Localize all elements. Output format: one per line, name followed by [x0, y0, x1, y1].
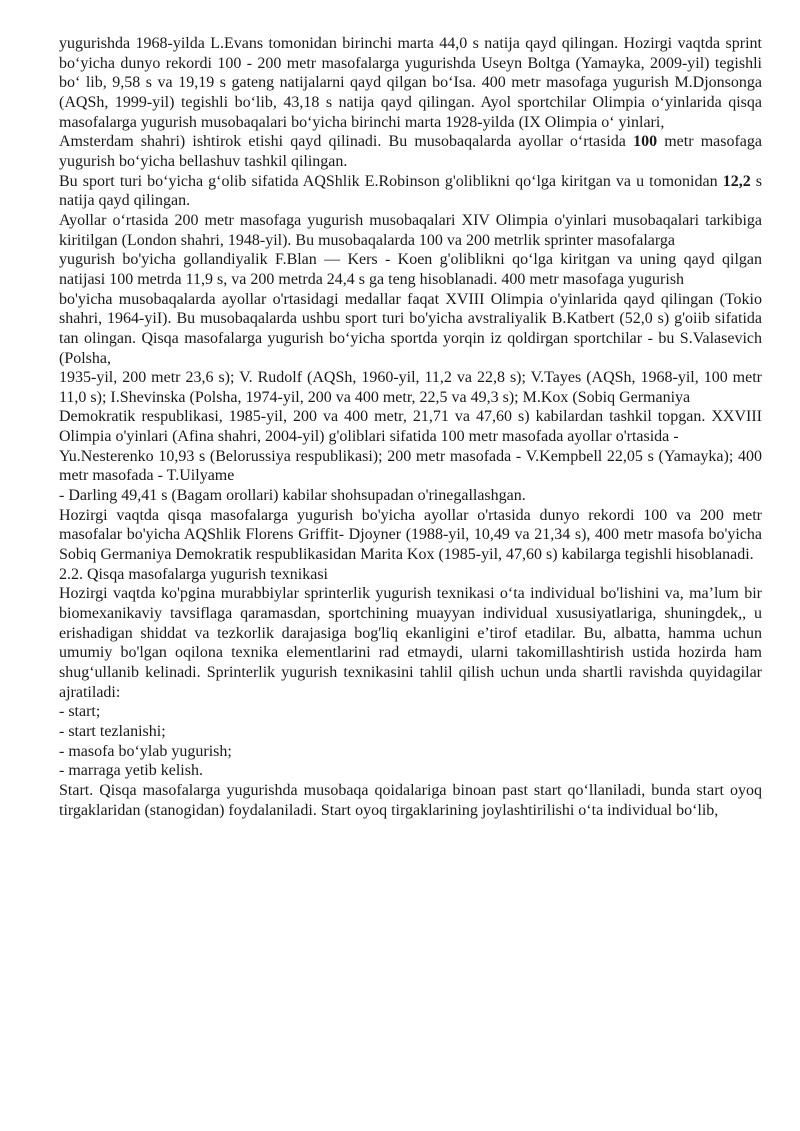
text-segment: Demokratik respublikasi, 1985-yil, 200 va 400 metr, 21,71 va 47,60 s) kabilardan tashkil topgan. XXVIII Olimpia o'yinlari (Afina shahri, 2004-yil) g'oliblari sifatida 100 metr masofada ayollar o'rtasida -: [59, 408, 762, 446]
bold-number: 100: [633, 133, 658, 151]
paragraph-darling: [59, 486, 762, 506]
text-segment: - Darling 49,41 s (Bagam orollari) kabilar shohsupadan o'rinegallashgan.: [59, 487, 526, 505]
text-segment: 2.2. Qisqa masofalarga yugurish texnikasi: [59, 565, 328, 583]
text-segment: Ayollar o‘rtasida 200 metr masofaga yugurish musobaqalari XIV Olimpia o'yinlari musobaqalari tarkibiga kiritilgan (London shahri, 1948-yil). Bu musobaqalarda 100 va 200 metrlik sprinter masofalarga: [59, 211, 762, 249]
list-item: [59, 761, 762, 781]
section-heading: [59, 565, 762, 585]
text-segment: s natija qayd qilingan.: [59, 172, 762, 210]
paragraph-sprint-records: [59, 34, 762, 132]
bold-number: 12,2: [722, 172, 751, 190]
text-segment: Hozirgi vaqtda qisqa masofalarga yugurish bo'yicha ayollar o'rtasida dunyo rekordi 100 va 200 metr masofalar bo'yicha AQShlik Florens Griffit- Djoyner (1988-yil, 10,49 va 21,34 s), 400 metr masofa bo'yicha Sobiq Germaniya Demokratik respublikasidan Marita Kox (1985-yil, 47,60 s) kabilarga tegishli hisoblanadi.: [59, 506, 762, 564]
paragraph-technique: [59, 584, 762, 702]
paragraph-athens: [59, 407, 762, 446]
list-item: [59, 702, 762, 722]
paragraph-200m-women: [59, 211, 762, 250]
text-segment: - masofa bo‘ylab yugurish;: [59, 742, 232, 760]
text-segment: - start tezlanishi;: [59, 722, 166, 740]
text-segment: metr masofaga yugurish bo‘yicha bellashuv tashkil qilingan.: [59, 133, 762, 170]
text-segment: - marraga yetib kelish.: [59, 762, 203, 780]
paragraph-athletes-list: [59, 368, 762, 407]
text-segment: Start. Qisqa masofalarga yugurishda musobaqa qoidalariga binoan past start qo‘llaniladi, bunda start oyoq tirgaklaridan (stanogidan) foydalaniladi. Start oyoq tirgaklarining joylashtirilishi o‘ta individual bo‘lib,: [59, 781, 762, 819]
paragraph-amsterdam: [59, 132, 762, 171]
text-segment: 1935-yil, 200 metr 23,6 s); V. Rudolf (AQSh, 1960-yil, 11,2 va 22,8 s); V.Tayes (AQSh, 1968-yil, 100 metr 11,0 s); I.Shevinska (Polsha, 1974-yil, 200 va 400 metr, 22,5 va 49,3 s); M.Kox (Sobiq Germaniya: [59, 369, 762, 406]
paragraph-blankers-koen: [59, 250, 762, 289]
text-segment: Hozirgi vaqtda ko'pgina murabbiylar sprinterlik yugurish texnikasi o‘ta individual bo'lishini va, ma’lum bir biomexanikaviy tavsiflaga qaramasdan, sportchining muayyan individual xususiyatlariga, shuningdek,, u erishadigan shiddat va tezkorlik darajasiga bog'liq ekanligini e’tirof etadilar. Bu, albatta, hamma uchun umumiy bo'lgan oqilona texnika elementlarini rad etmaydi, ularni takomillashtirish ustida hozirda ham shug‘ullanib kelinadi. Sprinterlik yugurish texnikasini tahlil qilish uchun unda shartli ravishda quyidagilar ajratiladi:: [59, 585, 762, 701]
paragraph-start: [59, 781, 762, 820]
paragraph-400m-women: [59, 290, 762, 369]
paragraph-robinson: [59, 172, 762, 211]
list-item: [59, 742, 762, 762]
text-segment: Amsterdam shahri) ishtirok etishi qayd qilinadi. Bu musobaqalarda ayollar o‘rtasida: [59, 133, 634, 151]
text-segment: bo'yicha musobaqalarda ayollar o'rtasidagi medallar faqat XVIII Olimpia o'yinlarida qayd qilingan (Tokio shahri, 1964-yiI). Bu musobaqalarda ushbu sport turi bo'yicha avstraliyalik B.Katbert (52,0 s) g'oiib sifatida tan olingan. Qisqa masofalarga yugurish bo‘yicha sportda yorqin iz qoldirgan sportchilar - bu S.Valasevich (Polsha,: [59, 290, 762, 367]
text-segment: - start;: [59, 703, 101, 721]
paragraph-world-records-women: [59, 506, 762, 565]
list-item: [59, 722, 762, 742]
text-segment: yugurish bo'yicha gollandiyalik F.Blan — Kers - Koen g'oliblikni qo‘lga kiritgan va uning qayd qilgan natijasi 100 metrda 11,9 s, va 200 metrda 24,4 s ga teng hisoblanadi. 400 metr masofaga yugurish: [59, 251, 762, 288]
document-page: [59, 34, 762, 820]
text-segment: Yu.Nesterenko 10,93 s (Belorussiya respublikasi); 200 metr masofada - V.Kempbell 22,05 s (Yamayka); 400 metr masofada - T.Uilyame: [59, 447, 762, 485]
text-segment: yugurishda 1968-yilda L.Evans tomonidan birinchi marta 44,0 s natija qayd qilingan. Hozirgi vaqtda sprint bo‘yicha dunyo rekordi 100 - 200 metr masofalarga yugurishda Useyn Boltga (Yamayka, 2009-yil) tegishli bo‘ lib, 9,58 s va 19,19 s gateng natijalarni qayd qilgan bo‘Isa. 400 metr masofaga yugurish M.Djonsonga (AQSh, 1999-yil) tegishli bo‘lib, 43,18 s natija qayd qilingan. Ayol sportchilar Olimpia o‘yinlarida qisqa masofalarga yugurish musobaqalari bo‘yicha birinchi marta 1928-yilda (IX Olimpia o‘ yinlari,: [59, 35, 762, 131]
text-segment: Bu sport turi bo‘yicha g‘olib sifatida AQShlik E.Robinson g'oliblikni qo‘lga kiritgan va u tomonidan: [59, 172, 723, 190]
paragraph-nesterenko: [59, 447, 762, 486]
